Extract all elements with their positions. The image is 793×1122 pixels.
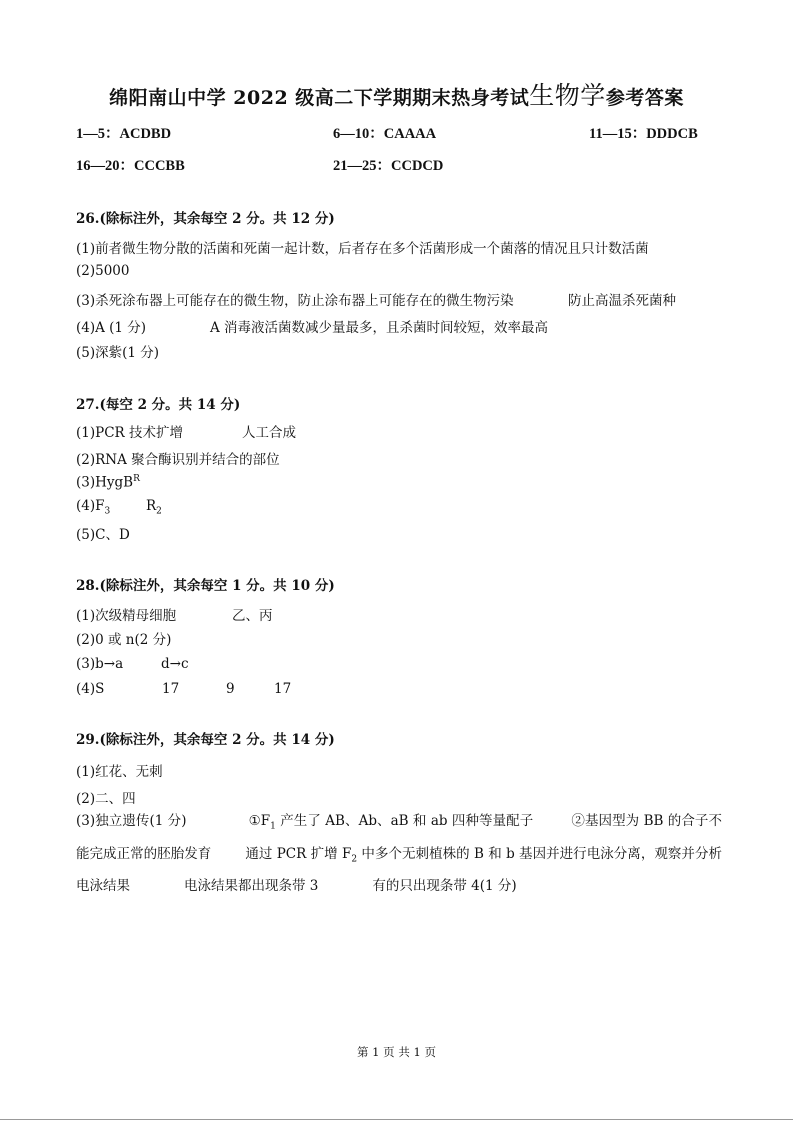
- q29-paragraph3: [76, 808, 722, 900]
- q29-p3-b2: 产生了 AB、Ab、aB 和 ab 四种等量配子: [275, 813, 534, 829]
- q26-line3a: (3)杀死涂布器上可能存在的微生物，防止涂布器上可能存在的微生物污染: [76, 293, 514, 309]
- q28-line4a: (4)S: [76, 681, 105, 697]
- q29-p3-b1: ①F: [248, 813, 271, 829]
- page-footer: 第 1 页 共 1 页: [357, 1045, 436, 1059]
- q29-p3-d1-sub: 2: [351, 854, 358, 865]
- q26-line3b: 防止高温杀死菌种: [568, 293, 676, 309]
- q27-line3-sup: R: [133, 474, 140, 484]
- q28-line3a: (3)b→a: [76, 656, 124, 672]
- title-part2: 参考答案: [605, 87, 684, 109]
- q26-line5: (5)深紫(1 分): [76, 345, 160, 361]
- q27-heading: 27.(每空 2 分。共 14 分): [76, 397, 241, 413]
- answer-1-5: 1—5：ACDBD: [76, 126, 172, 142]
- answer-11-15: 11—15：DDDCB: [589, 126, 698, 142]
- title-subject: 生物学: [529, 81, 606, 110]
- q26-line4a: (4)A (1 分): [76, 320, 147, 336]
- q29-p3-b1-sub: 1: [270, 821, 276, 832]
- q27-line4b-text: R: [146, 498, 157, 514]
- q27-line4a-sub: 3: [104, 506, 111, 517]
- q28-heading: 28.(除标注外，其余每空 1 分。共 10 分): [76, 578, 335, 594]
- q27-line2: (2)RNA 聚合酶识别并结合的部位: [76, 452, 280, 468]
- q27-line1b: 人工合成: [242, 425, 296, 441]
- q28-line2: (2)0 或 n(2 分): [76, 632, 172, 648]
- answer-16-20: 16—20：CCCBB: [76, 158, 185, 174]
- q29-p3-c: ②基因型为 BB 的合子不能完成正常的胚胎发育: [76, 813, 722, 862]
- bottom-rule: [0, 1119, 793, 1120]
- q29-p3-a: (3)独立遗传(1 分): [76, 813, 187, 829]
- q28-line4c: 9: [226, 681, 235, 697]
- q28-line1b: 乙、丙: [232, 608, 273, 624]
- q29-p3-d1: 通过 PCR 扩增 F: [245, 845, 352, 862]
- q28-line4b: 17: [162, 681, 180, 697]
- q27-line3: [76, 474, 140, 491]
- q27-line5: (5)C、D: [76, 527, 130, 543]
- q29-p3-d2: 中多个无刺植株的 B 和 b 基因并进行电泳分离，观察并分析电泳结果: [76, 845, 722, 895]
- q27-line4a-text: (4)F: [76, 498, 105, 514]
- q29-p3-f: 有的只出现条带 4(1 分): [372, 878, 517, 895]
- q27-line3-text: (3)HygB: [76, 474, 134, 491]
- answer-6-10: 6—10：CAAAA: [333, 126, 437, 142]
- q27-line4b: [146, 498, 162, 517]
- q26-line4b: A 消毒液活菌数减少量最多，且杀菌时间较短，效率最高: [210, 320, 549, 336]
- page-title: [0, 76, 793, 112]
- q28-line1a: (1)次级精母细胞: [76, 608, 177, 624]
- q26-heading: 26.(除标注外，其余每空 2 分。共 12 分): [76, 211, 335, 227]
- q29-line1: (1)红花、无刺: [76, 764, 163, 780]
- title-part1: 绵阳南山中学 2022 级高二下学期期末热身考试: [109, 87, 530, 109]
- q28-line4d: 17: [274, 681, 292, 697]
- q28-line3b: d→c: [161, 656, 189, 672]
- q26-line2: (2)5000: [76, 263, 130, 279]
- q26-line1: (1)前者微生物分散的活菌和死菌一起计数，后者存在多个活菌形成一个菌落的情况且只计数活菌: [76, 241, 649, 257]
- q27-line4b-sub: 2: [156, 506, 162, 517]
- q29-heading: 29.(除标注外，其余每空 2 分。共 14 分): [76, 732, 335, 748]
- q29-line2: (2)二、四: [76, 791, 136, 807]
- q27-line1a: (1)PCR 技术扩增: [76, 425, 183, 441]
- answer-21-25: 21—25：CCDCD: [333, 158, 444, 174]
- q27-line4a: [76, 498, 110, 517]
- q29-p3-e: 电泳结果都出现条带 3: [184, 878, 319, 895]
